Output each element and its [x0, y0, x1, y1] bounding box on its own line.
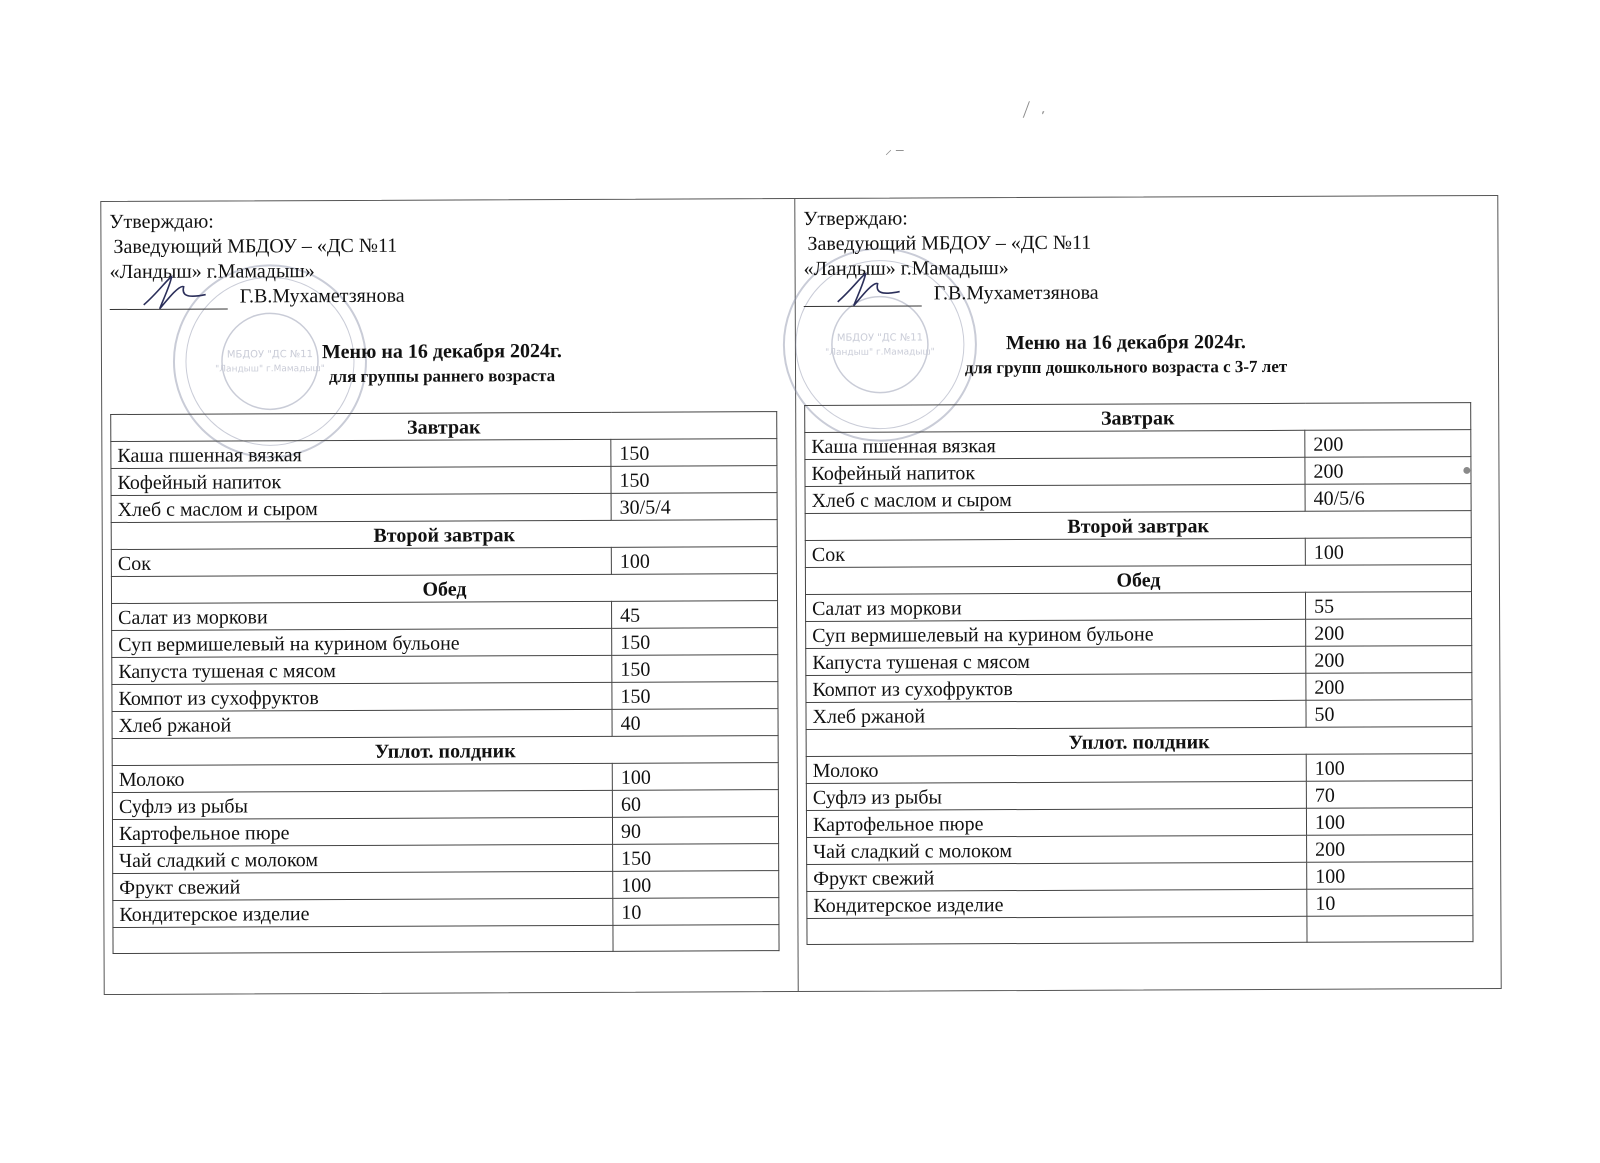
- dish-row: [806, 673, 1472, 703]
- dish-name: [113, 925, 613, 953]
- dish-name: Молоко: [806, 754, 1306, 783]
- dish-row: [113, 871, 779, 901]
- dish-portion: 150: [612, 655, 778, 683]
- approval-line: «Ландыш» г.Мамадыш»: [109, 260, 315, 284]
- approval-line: Утверждаю:: [803, 207, 908, 230]
- stamp-text: МБДОУ "ДС №11: [226, 349, 314, 361]
- meal-section-label: Уплот. полдник: [112, 736, 778, 766]
- dish-portion: 200: [1305, 457, 1471, 485]
- menu-table: [110, 411, 779, 954]
- dish-name: Компот из сухофруктов: [806, 673, 1306, 702]
- dish-portion: [613, 925, 779, 952]
- dish-row: [805, 457, 1471, 487]
- dish-portion: 200: [1306, 673, 1472, 701]
- menu-sheet: [100, 195, 1501, 995]
- dish-name: Капуста тушеная с мясом: [806, 646, 1306, 675]
- dish-portion: 70: [1306, 781, 1472, 809]
- dish-row: [806, 754, 1472, 784]
- meal-section-row: [111, 574, 777, 604]
- signature-line: [110, 290, 228, 310]
- meal-section-row: [805, 565, 1471, 595]
- dish-row: [113, 898, 779, 928]
- dish-name: Кондитерское изделие: [113, 898, 613, 927]
- dish-row: [112, 709, 778, 739]
- dish-name: Каша пшенная вязкая: [805, 430, 1305, 459]
- dish-name: Салат из моркови: [112, 601, 612, 630]
- dish-portion: 10: [613, 898, 779, 926]
- dish-name: Сок: [111, 547, 611, 576]
- dish-portion: 200: [1305, 430, 1471, 458]
- dish-portion: 100: [611, 547, 777, 575]
- meal-section-row: [806, 727, 1472, 757]
- dish-name: Суфлэ из рыбы: [806, 781, 1306, 810]
- dish-name: Компот из сухофруктов: [112, 682, 612, 711]
- dish-name: Молоко: [112, 763, 612, 792]
- dish-row: [112, 682, 778, 712]
- dish-name: Картофельное пюре: [112, 817, 612, 846]
- dish-name: Чай сладкий с молоком: [807, 835, 1307, 864]
- dish-portion: 150: [611, 439, 777, 467]
- meal-section-label: Обед: [111, 574, 777, 604]
- dish-name: Кондитерское изделие: [807, 889, 1307, 918]
- dish-row: [805, 538, 1471, 568]
- dish-name: Суп вермишелевый на курином бульоне: [806, 619, 1306, 648]
- dish-name: Каша пшенная вязкая: [111, 439, 611, 468]
- dish-row: [806, 646, 1472, 676]
- dish-row: [806, 619, 1472, 649]
- approval-line: Утверждаю:: [109, 210, 214, 234]
- dish-row: [112, 628, 778, 658]
- meal-section-label: Второй завтрак: [111, 520, 777, 550]
- dish-portion: 40: [612, 709, 778, 737]
- dish-name: Суп вермишелевый на курином бульоне: [112, 628, 612, 657]
- dish-portion: 200: [1306, 646, 1472, 674]
- dish-portion: 100: [1307, 862, 1473, 890]
- dish-portion: 45: [612, 601, 778, 629]
- approval-block: [803, 206, 1098, 307]
- dish-portion: 200: [1306, 619, 1472, 647]
- meal-section-row: [111, 520, 777, 550]
- dish-name: Хлеб с маслом и сыром: [805, 484, 1305, 513]
- menu-title: Меню на 16 декабря 2024г.: [321, 340, 562, 364]
- dish-portion: 55: [1305, 592, 1471, 620]
- dish-row: [111, 493, 777, 523]
- meal-section-row: [805, 511, 1471, 541]
- dish-portion: 50: [1306, 700, 1472, 728]
- approval-block: [109, 209, 404, 310]
- menu-subtitle: для групп дошкольного возраста с 3-7 лет: [964, 356, 1288, 378]
- scan-artifact: ⸝ –: [885, 141, 904, 157]
- signer-name: Г.В.Мухаметзянова: [933, 281, 1099, 305]
- meal-section-row: [111, 412, 777, 442]
- meal-section-label: Обед: [805, 565, 1471, 595]
- dish-portion: 100: [1305, 538, 1471, 566]
- menu-table: [804, 402, 1473, 945]
- dish-portion: 150: [611, 466, 777, 494]
- dish-name: Хлеб ржаной: [806, 700, 1306, 729]
- stamp-text: "Ландыш" г.Мамадыш": [825, 347, 935, 358]
- dish-name: Кофейный напиток: [805, 457, 1305, 486]
- meal-section-row: [112, 736, 778, 766]
- dish-row: [805, 484, 1471, 514]
- signature-line: [804, 287, 922, 307]
- dish-row: [113, 925, 779, 954]
- dish-row: [806, 700, 1472, 730]
- dish-row: [112, 655, 778, 685]
- dish-portion: 200: [1307, 835, 1473, 863]
- stamp-text: МБДОУ "ДС №11: [836, 332, 923, 344]
- dish-name: Кофейный напиток: [111, 466, 611, 495]
- meal-section-label: Завтрак: [805, 403, 1471, 433]
- menu-panel-early-age: [101, 199, 797, 994]
- dish-name: Сок: [805, 538, 1305, 567]
- menu-title-block: [302, 338, 582, 389]
- approval-line: Заведующий МБДОУ – «ДС №11: [807, 231, 1092, 255]
- dish-name: Картофельное пюре: [806, 808, 1306, 837]
- dish-name: Фрукт свежий: [113, 871, 613, 900]
- dish-row: [112, 601, 778, 631]
- dish-portion: 10: [1307, 889, 1473, 917]
- meal-section-label: Уплот. полдник: [806, 727, 1472, 757]
- menu-title-block: [926, 329, 1326, 381]
- meal-section-label: Завтрак: [111, 412, 777, 442]
- dish-portion: 100: [1306, 754, 1472, 782]
- menu-subtitle: для группы раннего возраста: [328, 366, 556, 387]
- dish-row: [807, 889, 1473, 919]
- dish-row: [806, 781, 1472, 811]
- dish-name: Капуста тушеная с мясом: [112, 655, 612, 684]
- dish-name: Суфлэ из рыбы: [112, 790, 612, 819]
- signer-name: Г.В.Мухаметзянова: [239, 284, 405, 308]
- dish-row: [805, 592, 1471, 622]
- scan-artifact: ●: [1462, 462, 1472, 479]
- dish-portion: 150: [612, 628, 778, 656]
- dish-name: Хлеб ржаной: [112, 709, 612, 738]
- dish-portion: 100: [612, 763, 778, 791]
- dish-row: [111, 547, 777, 577]
- meal-section-label: Второй завтрак: [805, 511, 1471, 541]
- dish-row: [112, 763, 778, 793]
- dish-name: Хлеб с маслом и сыром: [111, 493, 611, 522]
- menu-panel-preschool: [795, 196, 1491, 991]
- dish-portion: 90: [612, 817, 778, 845]
- meal-section-row: [805, 403, 1471, 433]
- dish-portion: 40/5/6: [1305, 484, 1471, 512]
- dish-name: Салат из моркови: [805, 592, 1305, 621]
- dish-row: [112, 817, 778, 847]
- dish-row: [807, 862, 1473, 892]
- dish-name: Фрукт свежий: [807, 862, 1307, 891]
- dish-row: [111, 439, 777, 469]
- dish-portion: 60: [612, 790, 778, 818]
- dish-portion: [1307, 916, 1473, 943]
- dish-row: [807, 835, 1473, 865]
- scan-artifact: ⟋ ˏ: [1017, 94, 1047, 122]
- signature-icon: [834, 270, 904, 310]
- dish-portion: 100: [1306, 808, 1472, 836]
- dish-portion: 100: [613, 871, 779, 899]
- dish-portion: 30/5/4: [611, 493, 777, 521]
- approval-line: «Ландыш» г.Мамадыш»: [803, 257, 1009, 280]
- dish-row: [111, 466, 777, 496]
- approval-line: Заведующий МБДОУ – «ДС №11: [113, 234, 398, 258]
- dish-portion: 150: [612, 682, 778, 710]
- dish-row: [113, 844, 779, 874]
- dish-row: [112, 790, 778, 820]
- dish-name: [807, 916, 1307, 944]
- dish-row: [805, 430, 1471, 460]
- menu-title: Меню на 16 декабря 2024г.: [1005, 331, 1246, 355]
- dish-row: [807, 916, 1473, 945]
- signature-icon: [140, 273, 210, 313]
- dish-portion: 150: [613, 844, 779, 872]
- dish-name: Чай сладкий с молоком: [113, 844, 613, 873]
- stamp-text: "Ландыш" г.Мамадыш": [215, 364, 325, 375]
- dish-row: [806, 808, 1472, 838]
